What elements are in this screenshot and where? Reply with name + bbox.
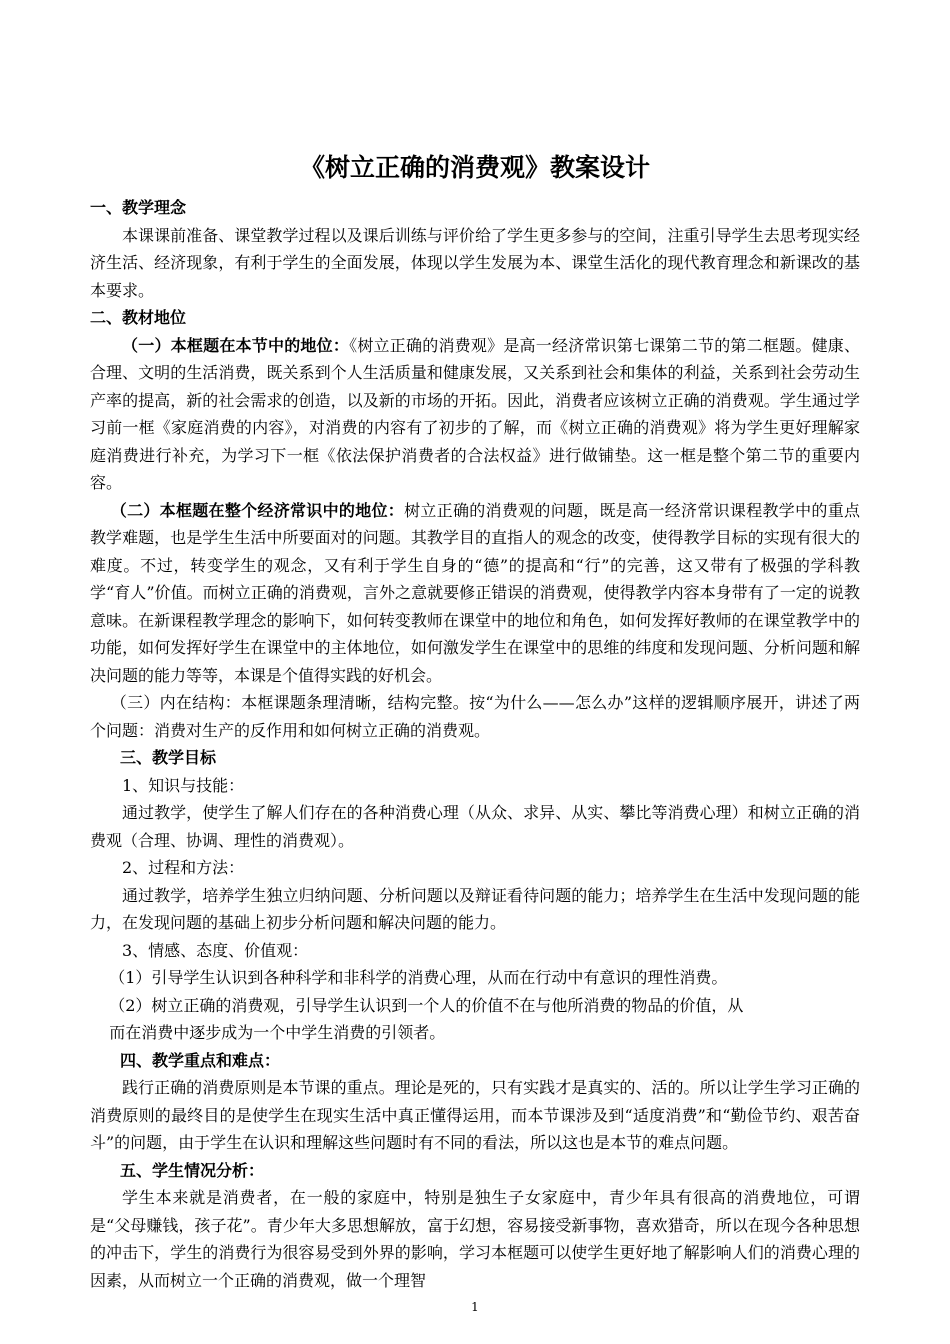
section-2-paragraph-a [90, 332, 860, 497]
goal-3-item-2a: （2）树立正确的消费观，引导学生认识到一个人的价值不在与他所消费的物品的价值，从 [109, 995, 744, 1015]
section-2-heading: 二、教材地位 [90, 308, 187, 327]
document-title: 《树立正确的消费观》教案设计 [299, 153, 650, 182]
goal-2-text: 通过教学，培养学生独立归纳问题、分析问题以及辩证看待问题的能力；培养学生在生活中发现问题的能力，在发现问题的基础上初步分析问题和解决问题的能力。 [90, 885, 860, 932]
goal-3-item-1: （1）引导学生认识到各种科学和非科学的消费心理，从而在行动中有意识的理性消费。 [109, 968, 728, 987]
goal-2-title: 2、过程和方法： [122, 858, 245, 877]
goal-3-item-2b: 而在消费中逐步成为一个中学生消费的引领者。 [109, 1023, 446, 1042]
section-2b-text: 树立正确的消费观的问题，既是高一经济常识课程教学中的重点教学难题，也是学生生活中所要面对的问题。其教学目的直指人的观念的改变，使得教学目标的实现有很大的难度。不过，转变学生的观念，又有利于学生自身的“德”的提高和“行”的完善，这又带有了极强的学科教学“育人”价值。而树立正确的消费观，言外之意就要修正错误的消费观，使得教学内容本身带有了一定的说教意味。在新课程教学理念的影响下，如何转变教师在课堂中的地位和角色，如何发挥好教师的在课堂教学中的功能，如何发挥好学生在课堂中的主体地位，如何激发学生在课堂中的思维的纬度和发现问题、分析问题和解决问题的能力等等，本课是个值得实践的好机会。 [90, 500, 860, 685]
section-3-heading: 三、教学目标 [120, 748, 217, 767]
section-4-heading: 四、教学重点和难点： [120, 1050, 281, 1070]
section-1-paragraph: 本课课前准备、课堂教学过程以及课后训练与评价给了学生更多参与的空间，注重引导学生去思考现实经济生活、经济现象，有利于学生的全面发展，体现以学生发展为本、课堂生活化的现代教育理念和新课改的基本要求。 [90, 225, 860, 300]
document-page [90, 150, 860, 1294]
section-2b-label: （二）本框题在整个经济常识中的地位： [110, 500, 405, 520]
section-2-paragraph-c: （三）内在结构：本框课题条理清晰，结构完整。按“为什么——怎么办”这样的逻辑顺序展开，讲述了两个问题：消费对生产的反作用和如何树立正确的消费观。 [90, 693, 860, 740]
section-1-heading: 一、教学理念 [90, 198, 187, 217]
goal-1-text: 通过教学，使学生了解人们存在的各种消费心理（从众、求异、从实、攀比等消费心理）和树立正确的消费观（合理、协调、理性的消费观）。 [90, 803, 860, 850]
page-number: 1 [471, 1300, 479, 1314]
section-2-paragraph-b [90, 497, 860, 690]
goal-1-title: 1、知识与技能： [122, 775, 245, 795]
section-2a-label: （一）本框题在本节中的地位： [122, 335, 350, 355]
section-2a-text: 《树立正确的消费观》是高一经济常识第七课第二节的第二框题。健康、合理、文明的生活消费，既关系到个人生活质量和健康发展，又关系到社会和集体的利益，关系到社会劳动生产率的提高，新的社会需求的创造，以及新的市场的开拓。因此，消费者应该树立正确的消费观。学生通过学习前一框《家庭消费的内容》，对消费的内容有了初步的了解，而《树立正确的消费观》将为学生更好理解家庭消费进行补充，为学习下一框《依法保护消费者的合法权益》进行做铺垫。这一框是整个第二节的重要内容。 [90, 335, 860, 492]
section-5-heading: 五、学生情况分析： [120, 1160, 265, 1180]
section-5-paragraph: 学生本来就是消费者，在一般的家庭中，特别是独生子女家庭中，青少年具有很高的消费地位，可谓是“父母赚钱，孩子花”。青少年大多思想解放，富于幻想，容易接受新事物，喜欢猎奇，所以在现今各种思想的冲击下，学生的消费行为很容易受到外界的影响，学习本框题可以使学生更好地了解影响人们的消费心理的因素，从而树立一个正确的消费观，做一个理智 [90, 1188, 860, 1290]
goal-3-title: 3、情感、态度、价值观： [122, 940, 309, 960]
section-4-paragraph: 践行正确的消费原则是本节课的重点。理论是死的，只有实践才是真实的、活的。所以让学生学习正确的消费原则的最终目的是使学生在现实生活中真正懂得运用，而本节课涉及到“适度消费”和“勤俭节约、艰苦奋斗”的问题，由于学生在认识和理解这些问题时有不同的看法，所以这也是本节的难点问题。 [90, 1078, 860, 1152]
